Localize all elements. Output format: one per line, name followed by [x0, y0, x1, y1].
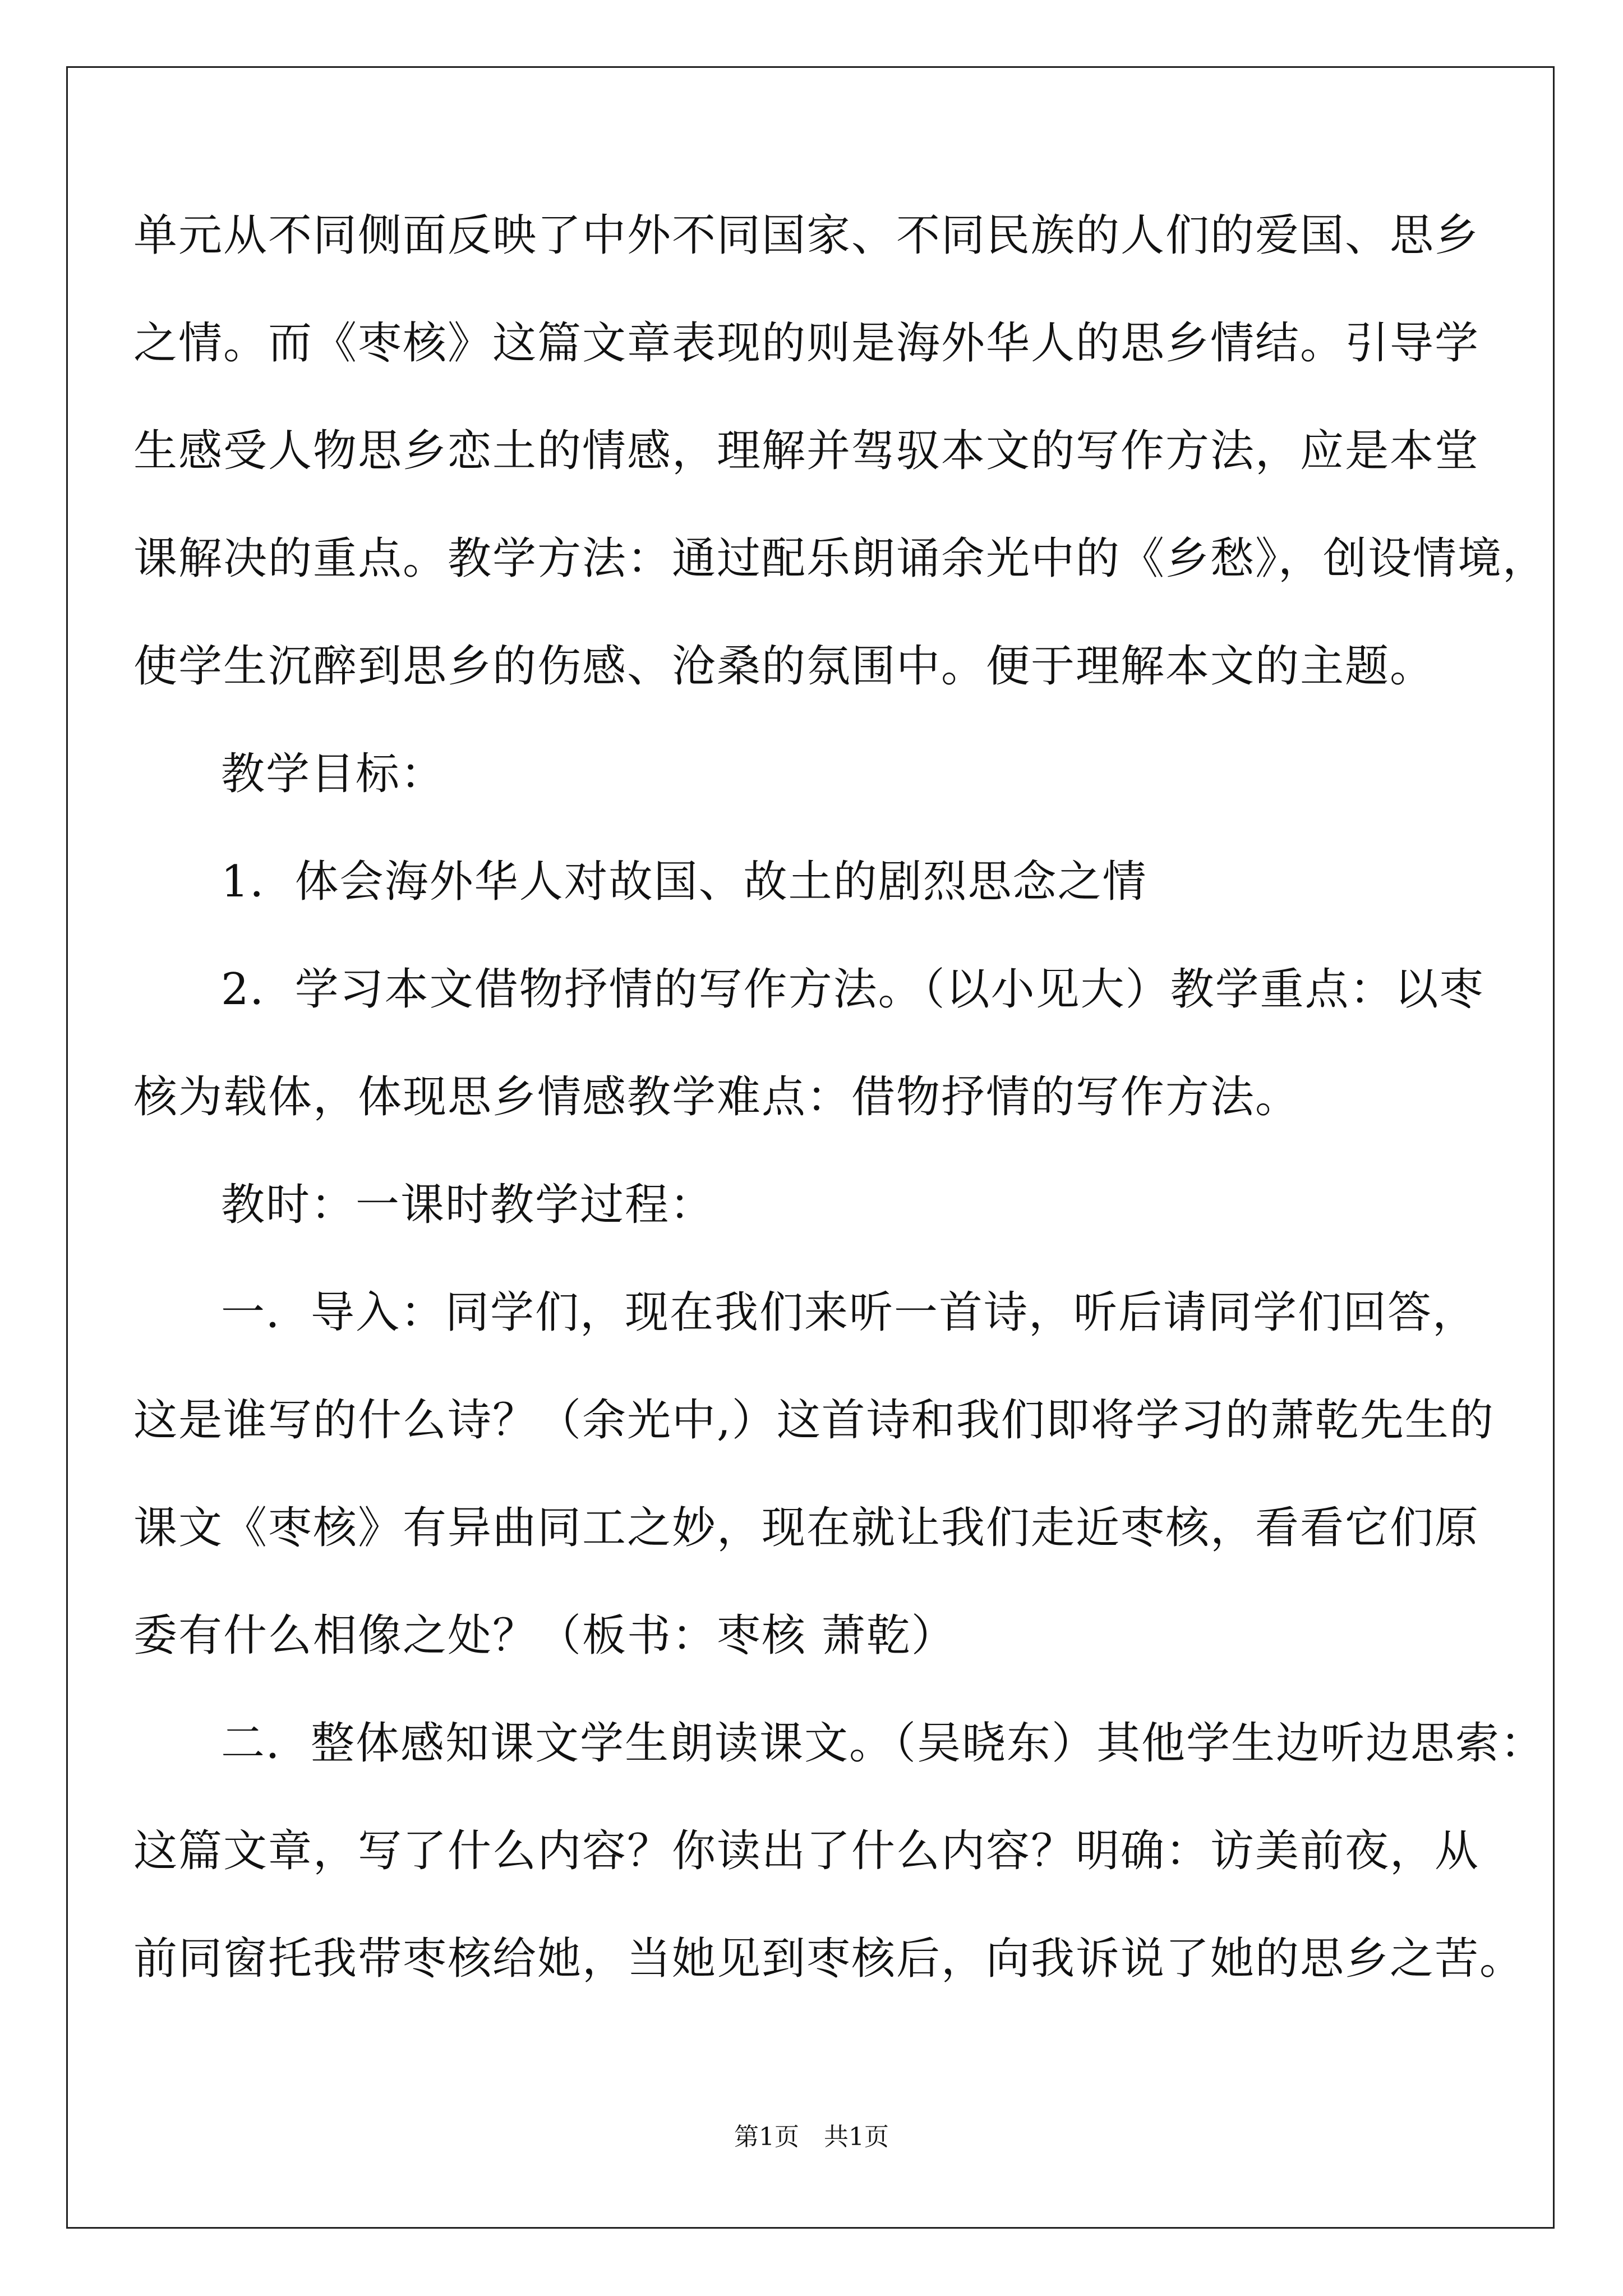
page-number-footer: 第1页 共1页	[734, 2123, 889, 2151]
text-line: 这篇文章，写了什么内容？你读出了什么内容？明确：访美前夜，从	[133, 1826, 1480, 1876]
paragraph-start: 二．整体感知课文学生朗读课文。（吴晓东）其他学生边听边思索：	[221, 1718, 1546, 1769]
text-line: 之情。而《枣核》这篇文章表现的则是海外华人的思乡情结。引导学	[133, 318, 1480, 369]
text-line: 委有什么相像之处？（板书：枣核 萧乾）	[133, 1611, 956, 1661]
text-line: 生感受人物思乡恋土的情感，理解并驾驭本文的写作方法，应是本堂	[133, 426, 1480, 476]
text-line: 课解决的重点。教学方法：通过配乐朗诵余光中的《乡愁》，创设情境，	[133, 533, 1548, 584]
list-item: 1．体会海外华人对故国、故土的剧烈思念之情	[221, 857, 1147, 907]
text-line: 单元从不同侧面反映了中外不同国家、不同民族的人们的爱国、思乡	[133, 210, 1480, 261]
list-item: 2．学习本文借物抒情的写作方法。（以小见大）教学重点：以枣	[221, 964, 1484, 1015]
paragraph-start: 一．导入：同学们，现在我们来听一首诗，听后请同学们回答，	[221, 1287, 1478, 1338]
section-heading: 教时：一课时教学过程：	[221, 1180, 715, 1230]
text-line: 这是谁写的什么诗？（余光中,）这首诗和我们即将学习的萧乾先生的	[133, 1395, 1495, 1446]
text-line: 课文《枣核》有异曲同工之妙，现在就让我们走近枣核，看看它们原	[133, 1503, 1480, 1553]
section-heading: 教学目标：	[221, 749, 446, 799]
text-line: 前同窗托我带枣核给她，当她见到枣核后，向我诉说了她的思乡之苦。	[133, 1934, 1525, 1984]
page-border	[66, 66, 1555, 2229]
text-line: 核为载体，体现思乡情感教学难点：借物抒情的写作方法。	[133, 1072, 1301, 1122]
text-line: 使学生沉醉到思乡的伤感、沧桑的氛围中。便于理解本文的主题。	[133, 641, 1435, 692]
